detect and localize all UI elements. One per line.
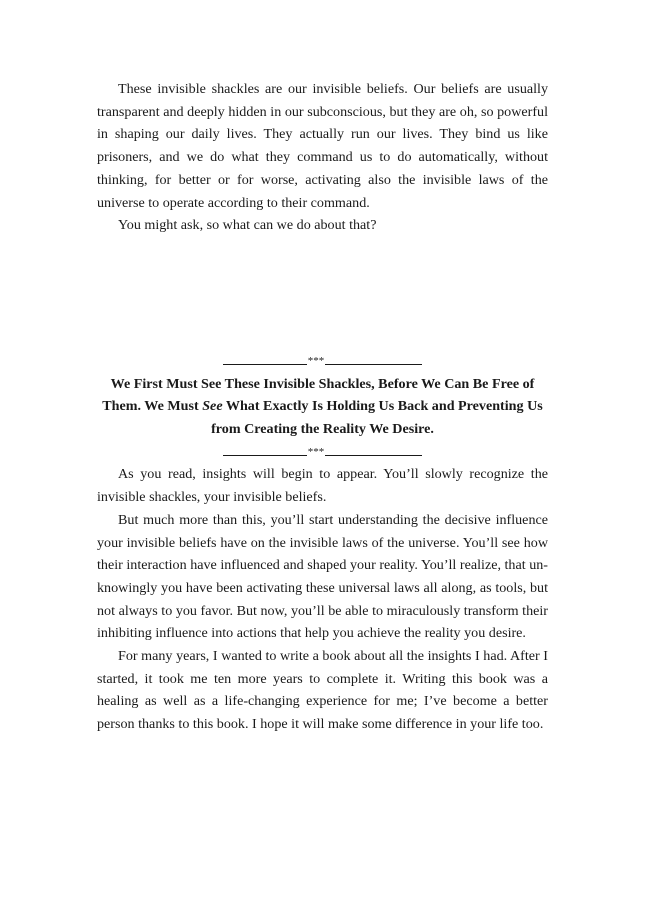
paragraph-influence: But much more than this, you’ll start understanding the decisive influence your invisible beliefs have on the invisible laws of the universe. You’ll see how their interaction have influenced and shaped your reality. You’ll realize, that un-knowingly you have been activating these universal laws all along, as tools, but not always to you favor. But now, you’ll be able to miraculously transform their inhibiting influence into actions that help you achieve the reality you desire.: [97, 511, 548, 642]
separator-rule-right: [325, 441, 422, 456]
document-page: [97, 78, 548, 736]
separator-stars: ***: [307, 445, 325, 458]
section-heading: [97, 373, 548, 441]
section-separator-bottom: [97, 441, 548, 464]
paragraph-question: You might ask, so what can we do about that?: [118, 217, 377, 234]
section-separator-top: [97, 350, 548, 373]
separator-rule-right: [325, 350, 422, 365]
separator-rule-left: [223, 350, 307, 365]
spacer: [97, 237, 548, 350]
heading-part-2: What Exactly Is Holding Us Back and Preventing Us from Creating the Reality We Desire.: [211, 398, 543, 438]
separator-rule-left: [223, 441, 307, 456]
heading-part-1: We First Must See These Invisible Shackles, Before We Can Be Free of Them. We Must: [102, 375, 535, 415]
paragraph-beliefs: These invisible shackles are our invisible beliefs. Our beliefs are usually transparent and deeply hidden in our subconscious, but they are oh, so powerful in shaping our daily lives. They actually run our lives. They bind us like prisoners, and we do what they command us to do automatically, without thinking, for better or for worse, activating also the invisible laws of the universe to operate according to their command.: [97, 81, 548, 211]
heading-emphasis: See: [202, 398, 223, 415]
paragraph-insights: As you read, insights will begin to appear. You’ll slowly recognize the invisible shackles, your invisible beliefs.: [97, 466, 548, 506]
paragraph-book: For many years, I wanted to write a book about all the insights I had. After I started, it took me ten more years to complete it. Writing this book was a healing as well as a life-changing experience for me; I’ve become a better person thanks to this book. I hope it will make some difference in your life too.: [97, 648, 548, 733]
separator-stars: ***: [307, 354, 325, 367]
